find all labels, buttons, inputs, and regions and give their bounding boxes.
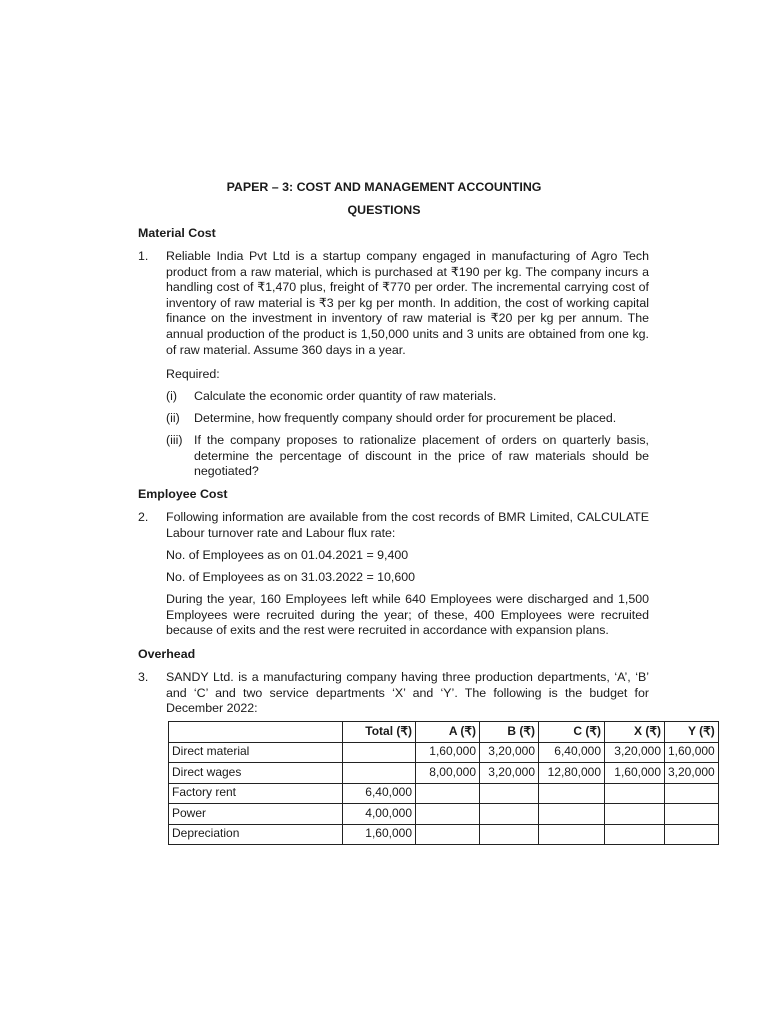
table-row	[169, 742, 719, 763]
question-2-text: Following information are available from the cost records of BMR Limited, CALCULATE Labour turnover rate and Labour flux rate:	[166, 510, 649, 540]
table-header-cell: C (₹)	[539, 722, 605, 743]
table-cell	[343, 742, 416, 763]
table-cell	[416, 783, 480, 804]
table-cell	[480, 783, 539, 804]
question-number: 3.	[138, 670, 149, 684]
employees-opening: No. of Employees as on 01.04.2021 = 9,400	[166, 548, 409, 562]
table-cell	[480, 804, 539, 825]
section-heading-employee-cost: Employee Cost	[138, 487, 228, 501]
table-cell	[539, 824, 605, 845]
part-text: Calculate the economic order quantity of raw materials.	[194, 389, 497, 403]
question-number: 1.	[138, 249, 149, 263]
required-label: Required:	[166, 367, 220, 381]
table-cell: 6,40,000	[343, 783, 416, 804]
table-row	[169, 824, 719, 845]
table-cell	[416, 824, 480, 845]
table-cell: Direct wages	[169, 763, 343, 784]
table-header-cell: Total (₹)	[343, 722, 416, 743]
table-header-cell: X (₹)	[605, 722, 665, 743]
table-cell	[665, 824, 719, 845]
table-cell: 1,60,000	[343, 824, 416, 845]
table-row	[169, 763, 719, 784]
employees-closing: No. of Employees as on 31.03.2022 = 10,600	[166, 570, 416, 584]
table-cell: 3,20,000	[665, 763, 719, 784]
table-cell: Depreciation	[169, 824, 343, 845]
table-cell	[665, 783, 719, 804]
section-heading-overhead: Overhead	[138, 647, 196, 661]
table-cell: 3,20,000	[480, 763, 539, 784]
table-cell: 1,60,000	[416, 742, 480, 763]
question-number: 2.	[138, 510, 149, 524]
table-cell: 3,20,000	[605, 742, 665, 763]
table-cell	[605, 804, 665, 825]
question-2-paragraph: During the year, 160 Employees left while 640 Employees were discharged and 1,500 Employees were recruited during the year; of these, 400 Employees were recruited because of exits and the rest were recruited in accordance with expansion plans.	[166, 592, 649, 638]
table-cell	[416, 804, 480, 825]
table-cell	[605, 824, 665, 845]
section-heading-material-cost: Material Cost	[138, 226, 216, 240]
question-1-text: Reliable India Pvt Ltd is a startup company engaged in manufacturing of Agro Tech product from a raw material, which is purchased at ₹190 per kg. The company incurs a handling cost of ₹1,470 plus, freight of ₹770 per order. The incremental carrying cost of inventory of raw material is ₹3 per kg per month. In addition, the cost of working capital finance on the investment in inventory of raw material is ₹20 per kg per annum. The annual production of the product is 1,50,000 units and 3 units are obtained from one kg. of raw material. Assume 360 days in a year.	[166, 249, 649, 357]
table-cell: Direct material	[169, 742, 343, 763]
table-header-cell: B (₹)	[480, 722, 539, 743]
table-cell: 4,00,000	[343, 804, 416, 825]
table-cell: 3,20,000	[480, 742, 539, 763]
part-text: Determine, how frequently company should order for procurement be placed.	[194, 411, 617, 425]
table-cell: 8,00,000	[416, 763, 480, 784]
part-label: (i)	[166, 389, 178, 403]
table-header-cell	[169, 722, 343, 743]
table-row	[169, 783, 719, 804]
table-row	[169, 804, 719, 825]
table-header-row	[169, 722, 719, 743]
table-header-cell: Y (₹)	[665, 722, 719, 743]
part-label: (iii)	[166, 433, 183, 447]
table-cell: Power	[169, 804, 343, 825]
part-text: If the company proposes to rationalize placement of orders on quarterly basis, determine the percentage of discount in the price of raw materials should be negotiated?	[194, 433, 649, 479]
table-cell	[605, 783, 665, 804]
table-cell: 1,60,000	[665, 742, 719, 763]
table-cell	[539, 804, 605, 825]
table-cell: 12,80,000	[539, 763, 605, 784]
table-cell: 1,60,000	[605, 763, 665, 784]
table-cell	[665, 804, 719, 825]
paper-title: PAPER – 3: COST AND MANAGEMENT ACCOUNTING	[226, 180, 542, 194]
budget-table	[168, 721, 719, 845]
questions-heading: QUESTIONS	[347, 203, 421, 217]
table-cell: 6,40,000	[539, 742, 605, 763]
table-cell	[480, 824, 539, 845]
table-cell: Factory rent	[169, 783, 343, 804]
table-cell	[539, 783, 605, 804]
question-3-text: SANDY Ltd. is a manufacturing company having three production departments, ‘A’, ‘B’ and ‘C’ and two service departments ‘X’ and ‘Y’. The following is the budget for December 2022:	[166, 670, 649, 716]
part-label: (ii)	[166, 411, 180, 425]
table-header-cell: A (₹)	[416, 722, 480, 743]
table-cell	[343, 763, 416, 784]
